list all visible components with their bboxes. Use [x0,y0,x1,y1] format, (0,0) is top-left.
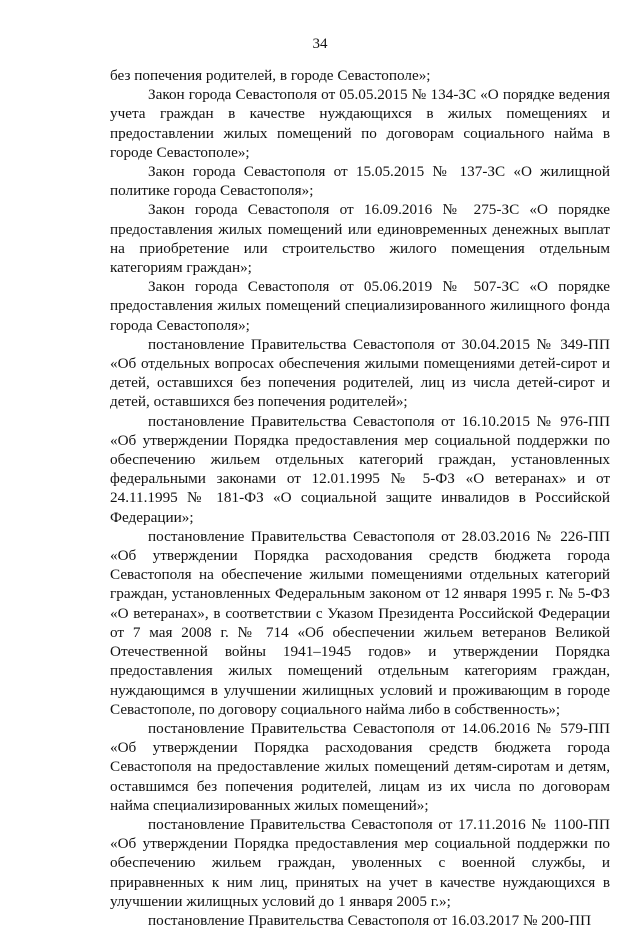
paragraph-resolution-349-pp: постановление Правительства Севастополя от 30.04.2015 № 349-ПП «Об отдельных вопросах обеспечения жилыми помещениями детей-сирот и детей, оставшихся без попечения родителей, лиц из числа детей-сирот и детей, оставшихся без попечения родителей»; [110,335,610,411]
paragraph-resolution-226-pp: постановление Правительства Севастополя от 28.03.2016 № 226-ПП «Об утверждении Порядка расходования средств бюджета города Севастополя на обеспечение жилыми помещениями отдельных категорий граждан, установленных Федеральным законом от 12 января 1995 г. № 5-ФЗ «О ветеранах», в соответствии с Указом Президента Российской Федерации от 7 мая 2008 г. № 714 «Об обеспечении жильем ветеранов Великой Отечественной войны 1941–1945 годов» и утверждении Порядка предоставления жилых помещений отдельным категориям граждан, нуждающимся в улучшении жилищных условий и проживающим в городе Севастополе, по договору социального найма либо в собственность»; [110,527,610,718]
paragraph-law-134-zs: Закон города Севастополя от 05.05.2015 № 134-ЗС «О порядке ведения учета граждан в качестве нуждающихся в жилых помещениях и предоставлении жилых помещений по договорам социального найма в городе Севастополе»; [110,86,610,161]
paragraph-resolution-1100-pp: постановление Правительства Севастополя от 17.11.2016 № 1100-ПП «Об утверждении Порядка предоставления мер социальной поддержки по обеспечению жильем граждан, уволенных с военной службы, и приравненных к ним лиц, принятых на учет в качестве нуждающихся в улучшении жилищных условий до 1 января 2005 г.»; [110,815,610,910]
paragraph-resolution-579-pp: постановление Правительства Севастополя от 14.06.2016 № 579-ПП «Об утверждении Порядка расходования средств бюджета города Севастополя на предоставление жилых помещений детям-сиротам и детям, оставшимся без попечения родителей, лицам из их числа по договорам найма специализированных жилых помещений»; [110,719,610,814]
page-number: 34 [312,36,328,52]
paragraph-law-507-zs: Закон города Севастополя от 05.06.2019 № 507-ЗС «О порядке предоставления жилых помещений специализированного жилищного фонда города Севастополя»; [110,278,610,334]
paragraph-law-137-zs: Закон города Севастополя от 15.05.2015 № 137-ЗС «О жилищной политике города Севастополя»; [110,163,610,200]
body-text [110,66,610,930]
paragraph-law-275-zs: Закон города Севастополя от 16.09.2016 № 275-ЗС «О порядке предоставления жилых помещений или единовременных денежных выплат на приобретение или строительство жилого помещения отдельным категориям граждан»; [110,201,610,277]
paragraph-continuation: без попечения родителей, в городе Севастополе»; [110,67,431,84]
paragraph-resolution-200-pp: постановление Правительства Севастополя от 16.03.2017 № 200-ПП [148,911,592,929]
paragraph-resolution-976-pp: постановление Правительства Севастополя от 16.10.2015 № 976-ПП «Об утверждении Порядка предоставления мер социальной поддержки по обеспечению жильем отдельных категорий граждан, установленных федеральными законами от 12.01.1995 № 5-ФЗ «О ветеранах» и от 24.11.1995 № 181-ФЗ «О социальной защите инвалидов в Российской Федерации»; [110,412,610,526]
